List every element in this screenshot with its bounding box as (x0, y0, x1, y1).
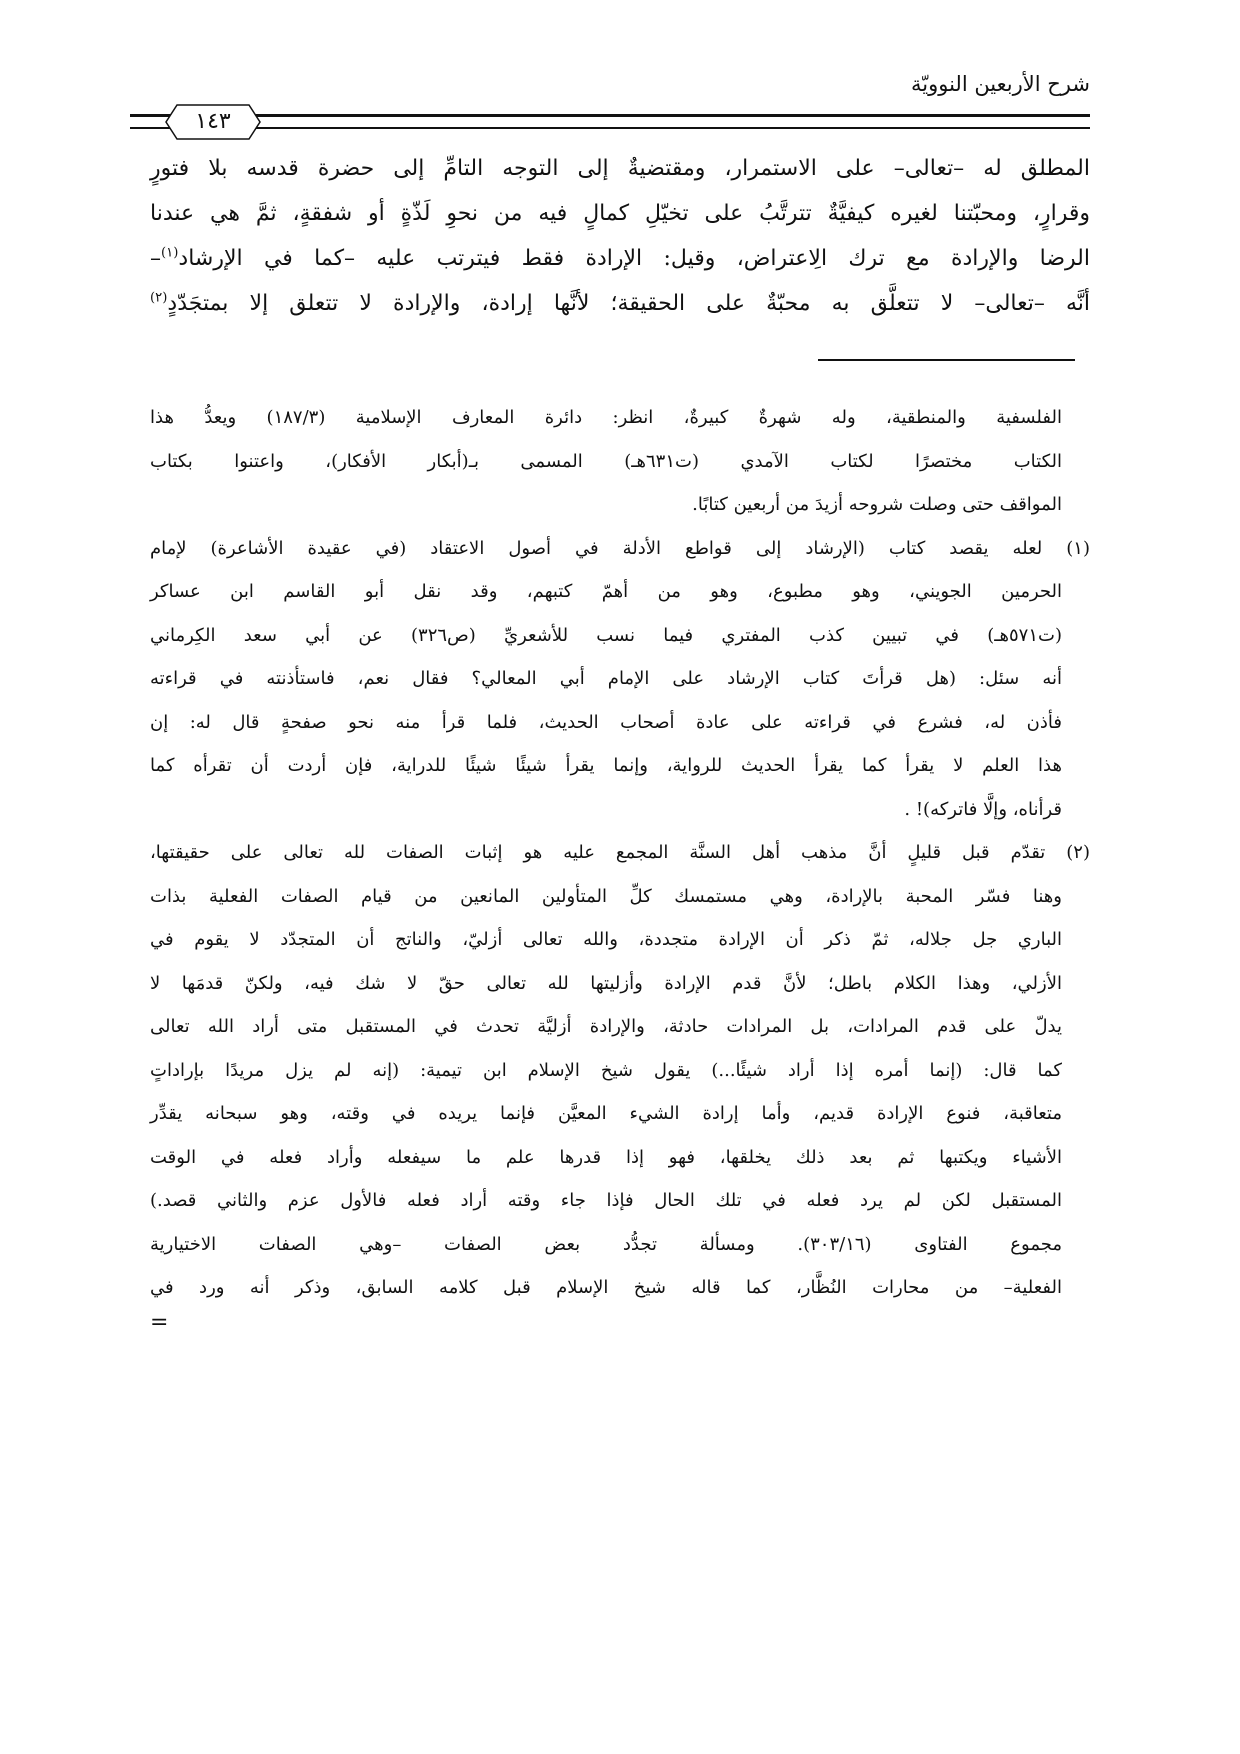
footnote-1-line: (١) لعله يقصد كتاب (الإرشاد إلى قواطع الأدلة في أصول الاعتقاد (في عقيدة الأشاعرة) لإمام (150, 537, 1090, 559)
main-text (150, 146, 1090, 326)
footnote-line: الفلسفية والمنطقية، وله شهرةٌ كبيرةٌ، انظر: دائرة المعارف الإسلامية (١٨٧/٣) ويعدُّ هذا (150, 407, 1062, 428)
footnote-separator (818, 359, 1075, 361)
footnote-2-line: متعاقبة، فنوع الإرادة قديم، وأما إرادة الشيء المعيَّن فإنما يريده في وقته، وهو سبحانه يقدِّر (150, 1103, 1062, 1124)
running-title: شرح الأربعين النوويّة (910, 72, 1090, 96)
header-rule-thin (130, 127, 1090, 129)
footnote-2-line: كما قال: (إنما أمره إذا أراد شيئًا...) يقول شيخ الإسلام ابن تيمية: (إنه لم يزل مريدًا بإراداتٍ (150, 1059, 1062, 1081)
footnote-1-line: فأذن له، فشرع في قراءته على عادة أصحاب الحديث، فلما قرأ منه نحو صفحةٍ قال له: إن (150, 711, 1062, 733)
footnote-2-line: الباري جل جلاله، ثمّ ذكر أن الإرادة متجددة، والله تعالى أزليّ، والناتج أن المتجدّد لا يقوم في (150, 929, 1062, 950)
footnote-2-line: يدلّ على قدم المرادات، بل المرادات حادثة، والإرادة أزليَّة تحدث في المستقبل متى أراد الله تعالى (150, 1016, 1062, 1037)
footnote-2-line: وهنا فسّر المحبة بالإرادة، وهي مستمسك كلِّ المتأولين المانعين من قيام الصفات الفعلية بذات (150, 885, 1062, 907)
footnotes (150, 396, 1090, 1310)
main-line: المطلق له –تعالى– على الاستمرار، ومقتضيةٌ إلى التوجه التامِّ إلى حضرة قدسه بلا فتورٍ (150, 156, 1090, 181)
footnote-1-line: هذا العلم لا يقرأ كما يقرأ الحديث للرواية، وإنما يقرأ شيئًا شيئًا للدراية، فإن أردت أن تقرأه كما (150, 755, 1062, 776)
footnote-1-line: (ت٥٧١هـ) في تبيين كذب المفتري فيما نسب للأشعريِّ (ص٣٢٦) عن أبي سعد الكِرماني (150, 624, 1062, 646)
footnote-line: الكتاب مختصرًا لكتاب الآمدي (ت٦٣١هـ) المسمى بـ(أبكار الأفكار)، واعتنوا بكتاب (150, 450, 1063, 472)
main-line: وقرارٍ، ومحبّتنا لغيره كيفيَّةٌ تترتَّبُ على تخيّلِ كمالٍ فيه من نحوِ لَذّةٍ أو شفقةٍ، ثمَّ هي عندنا (150, 201, 1090, 226)
footnote-ref-1[interactable]: (١) (161, 245, 179, 261)
page-number: ١٤٣ (195, 109, 231, 134)
footnote-ref-2[interactable]: (٢) (150, 290, 168, 306)
header-rule-thick (130, 114, 1090, 117)
main-line: أنَّه –تعالى– لا تتعلَّق به محبّةٌ على الحقيقة؛ لأنَّها إرادة، والإرادة لا تتعلق إلا بمتجَدّدٍ$^{(٢)}$ (150, 290, 1090, 316)
footnote-2-line: (٢) تقدّم قبل قليلٍ أنَّ مذهب أهل السنَّة المجمع عليه هو إثبات الصفات لله تعالى على حقيقتها، (150, 842, 1090, 863)
footnote-2-line: الأشياء ويكتبها ثم بعد ذلك يخلقها، فهو إذا قدرها علم ما سيفعله وأراد فعله في الوقت (150, 1146, 1062, 1168)
footnote-1-line: أنه سئل: (هل قرأتَ كتاب الإرشاد على الإمام أبي المعالي؟ فقال نعم، فاستأذنته في قراءته (150, 668, 1062, 689)
footnote-1-line: الحرمين الجويني، وهو مطبوع، وهو من أهمّ كتبهم، وقد نقل أبو القاسم ابن عساكر (150, 581, 1062, 602)
footnote-2-line: الفعلية– من محارات النُظَّار، كما قاله شيخ الإسلام قبل كلامه السابق، وذكر أنه ورد في (150, 1277, 1062, 1298)
footnote-2-line: المستقبل لكن لم يرد فعله في تلك الحال فإذا جاء وقته أراد فعله فالأول عزم والثاني قصد.) (150, 1190, 1062, 1211)
footnote-2-line: الأزلي، وهذا الكلام باطل؛ لأنَّ قدم الإرادة وأزليتها لله تعالى حقّ لا شك فيه، ولكنّ قدمَها لا (150, 972, 1062, 994)
footnote-2-line: مجموع الفتاوى (٣٠٣/١٦). ومسألة تجدُّد بعض الصفات –وهي الصفات الاختيارية (150, 1233, 1062, 1255)
continued-mark: = (150, 1310, 169, 1335)
page-number-box (165, 104, 261, 140)
footnote-1-line: قرأناه، وإلَّا فاتركه)! . (904, 798, 1062, 820)
footnote-line: المواقف حتى وصلت شروحه أزيدَ من أربعين كتابًا. (692, 494, 1062, 515)
main-line: الرضا والإرادة مع ترك الِاعتراض، وقيل: الإرادة فقط فيترتب عليه –كما في الإرشاد$^{(١)}$– (150, 245, 1090, 271)
